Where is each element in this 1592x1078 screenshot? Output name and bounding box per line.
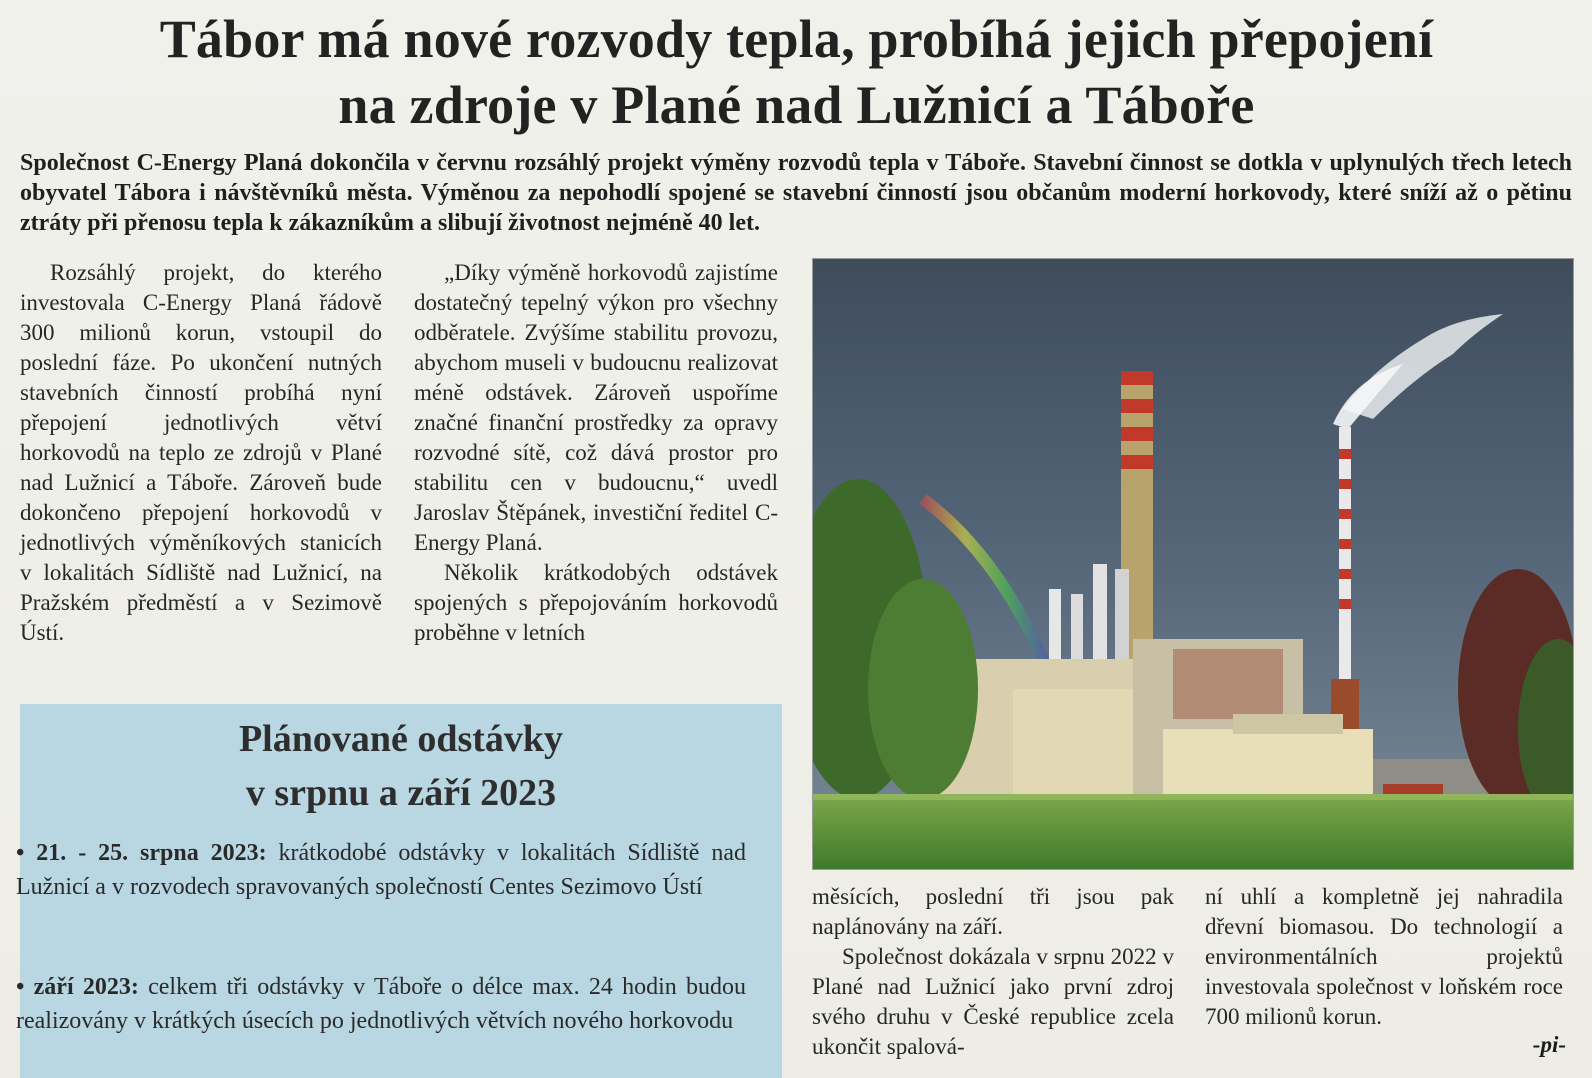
column-2-paragraph-2: Několik krátkodobých odstávek spojených s přepojováním horkovodů proběhne v letních	[414, 560, 778, 645]
headline-line-1: Tábor má nové rozvody tepla, probíhá jejich přepojení	[159, 9, 1434, 69]
column-1-paragraph: Rozsáhlý projekt, do kterého investovala C-Energy Planá řádově 300 milionů korun, vstoupil do poslední fáze. Po ukončení nutných stavebních činností probíhá nyní přepojení jednotlivých větví horkovodů na teplo ze zdrojů v Plané nad Lužnicí a Táboře. Zároveň bude dokončeno přepojení horkovodů v jednotlivých výměníkových stanicích v lokalitách Sídliště nad Lužnicí, na Pražském předměstí a v Sezimově Ústí.	[20, 260, 382, 645]
column-1	[20, 258, 382, 648]
column-3-paragraph-2: Společnost dokázala v srpnu 2022 v Plané nad Lužnicí jako první zdroj svého druhu v České republice zcela ukončit spalová-	[812, 944, 1174, 1059]
outage-item-august-text: krátkodobé odstávky v lokalitách Sídliště nad Lužnicí a v rozvodech spravovaných společností Centes Sezimovo Ústí	[16, 840, 746, 900]
outage-item-september-text: celkem tři odstávky v Táboře o délce max. 24 hodin budou realizovány v krátkých úsecích po jednotlivých větvích nového horkovodu	[16, 974, 747, 1034]
lead-paragraph: Společnost C-Energy Planá dokončila v červnu rozsáhlý projekt výměny rozvodů tepla v Táboře. Stavební činnost se dotkla v uplynulých třech letech obyvatel Tábora i návštěvníků města. Výměnou za nepohodlí spojené se stavební činností jsou občanům moderní horkovody, které sníží až o pětinu ztráty při přenosu tepla k zákazníkům a slibují životnost nejméně 40 let.	[20, 150, 1572, 236]
column-3	[812, 882, 1174, 1062]
outage-item-september-label: • září 2023:	[16, 974, 139, 1000]
author-signature: -pi-	[1532, 1032, 1566, 1057]
column-2	[414, 258, 778, 648]
column-4	[1205, 882, 1563, 1032]
column-4-paragraph: ní uhlí a kompletně jej nahradila dřevní biomasou. Do technologií a environmentálních projektů investovala společnost v loňském roce 700 milionů korun.	[1205, 884, 1563, 1029]
headline-line-2: na zdroje v Plané nad Lužnicí a Táboře	[338, 75, 1255, 135]
outage-item-september	[16, 970, 746, 1038]
box-title	[20, 712, 782, 820]
box-title-line-1: Plánované odstávky	[238, 718, 564, 760]
column-2-paragraph-1: „Díky výměně horkovodů zajistíme dostatečný tepelný výkon pro všechny odběratele. Zvýšíme stabilitu provozu, abychom museli v budoucnu realizovat méně odstávek. Zároveň uspoříme značné finanční prostředky za opravy rozvodné sítě, což dává prostor pro stabilitu cen v budoucnu,“ uvedl Jaroslav Štěpánek, investiční ředitel C-Energy Planá.	[414, 260, 778, 555]
outage-item-august-label: • 21. - 25. srpna 2023:	[16, 840, 267, 866]
box-title-line-2: v srpnu a září 2023	[245, 772, 557, 814]
headline	[14, 6, 1579, 138]
outage-item-august	[16, 836, 746, 904]
power-plant-photo	[812, 258, 1574, 870]
column-3-paragraph-1: měsících, poslední tři jsou pak naplánovány na září.	[812, 884, 1174, 939]
